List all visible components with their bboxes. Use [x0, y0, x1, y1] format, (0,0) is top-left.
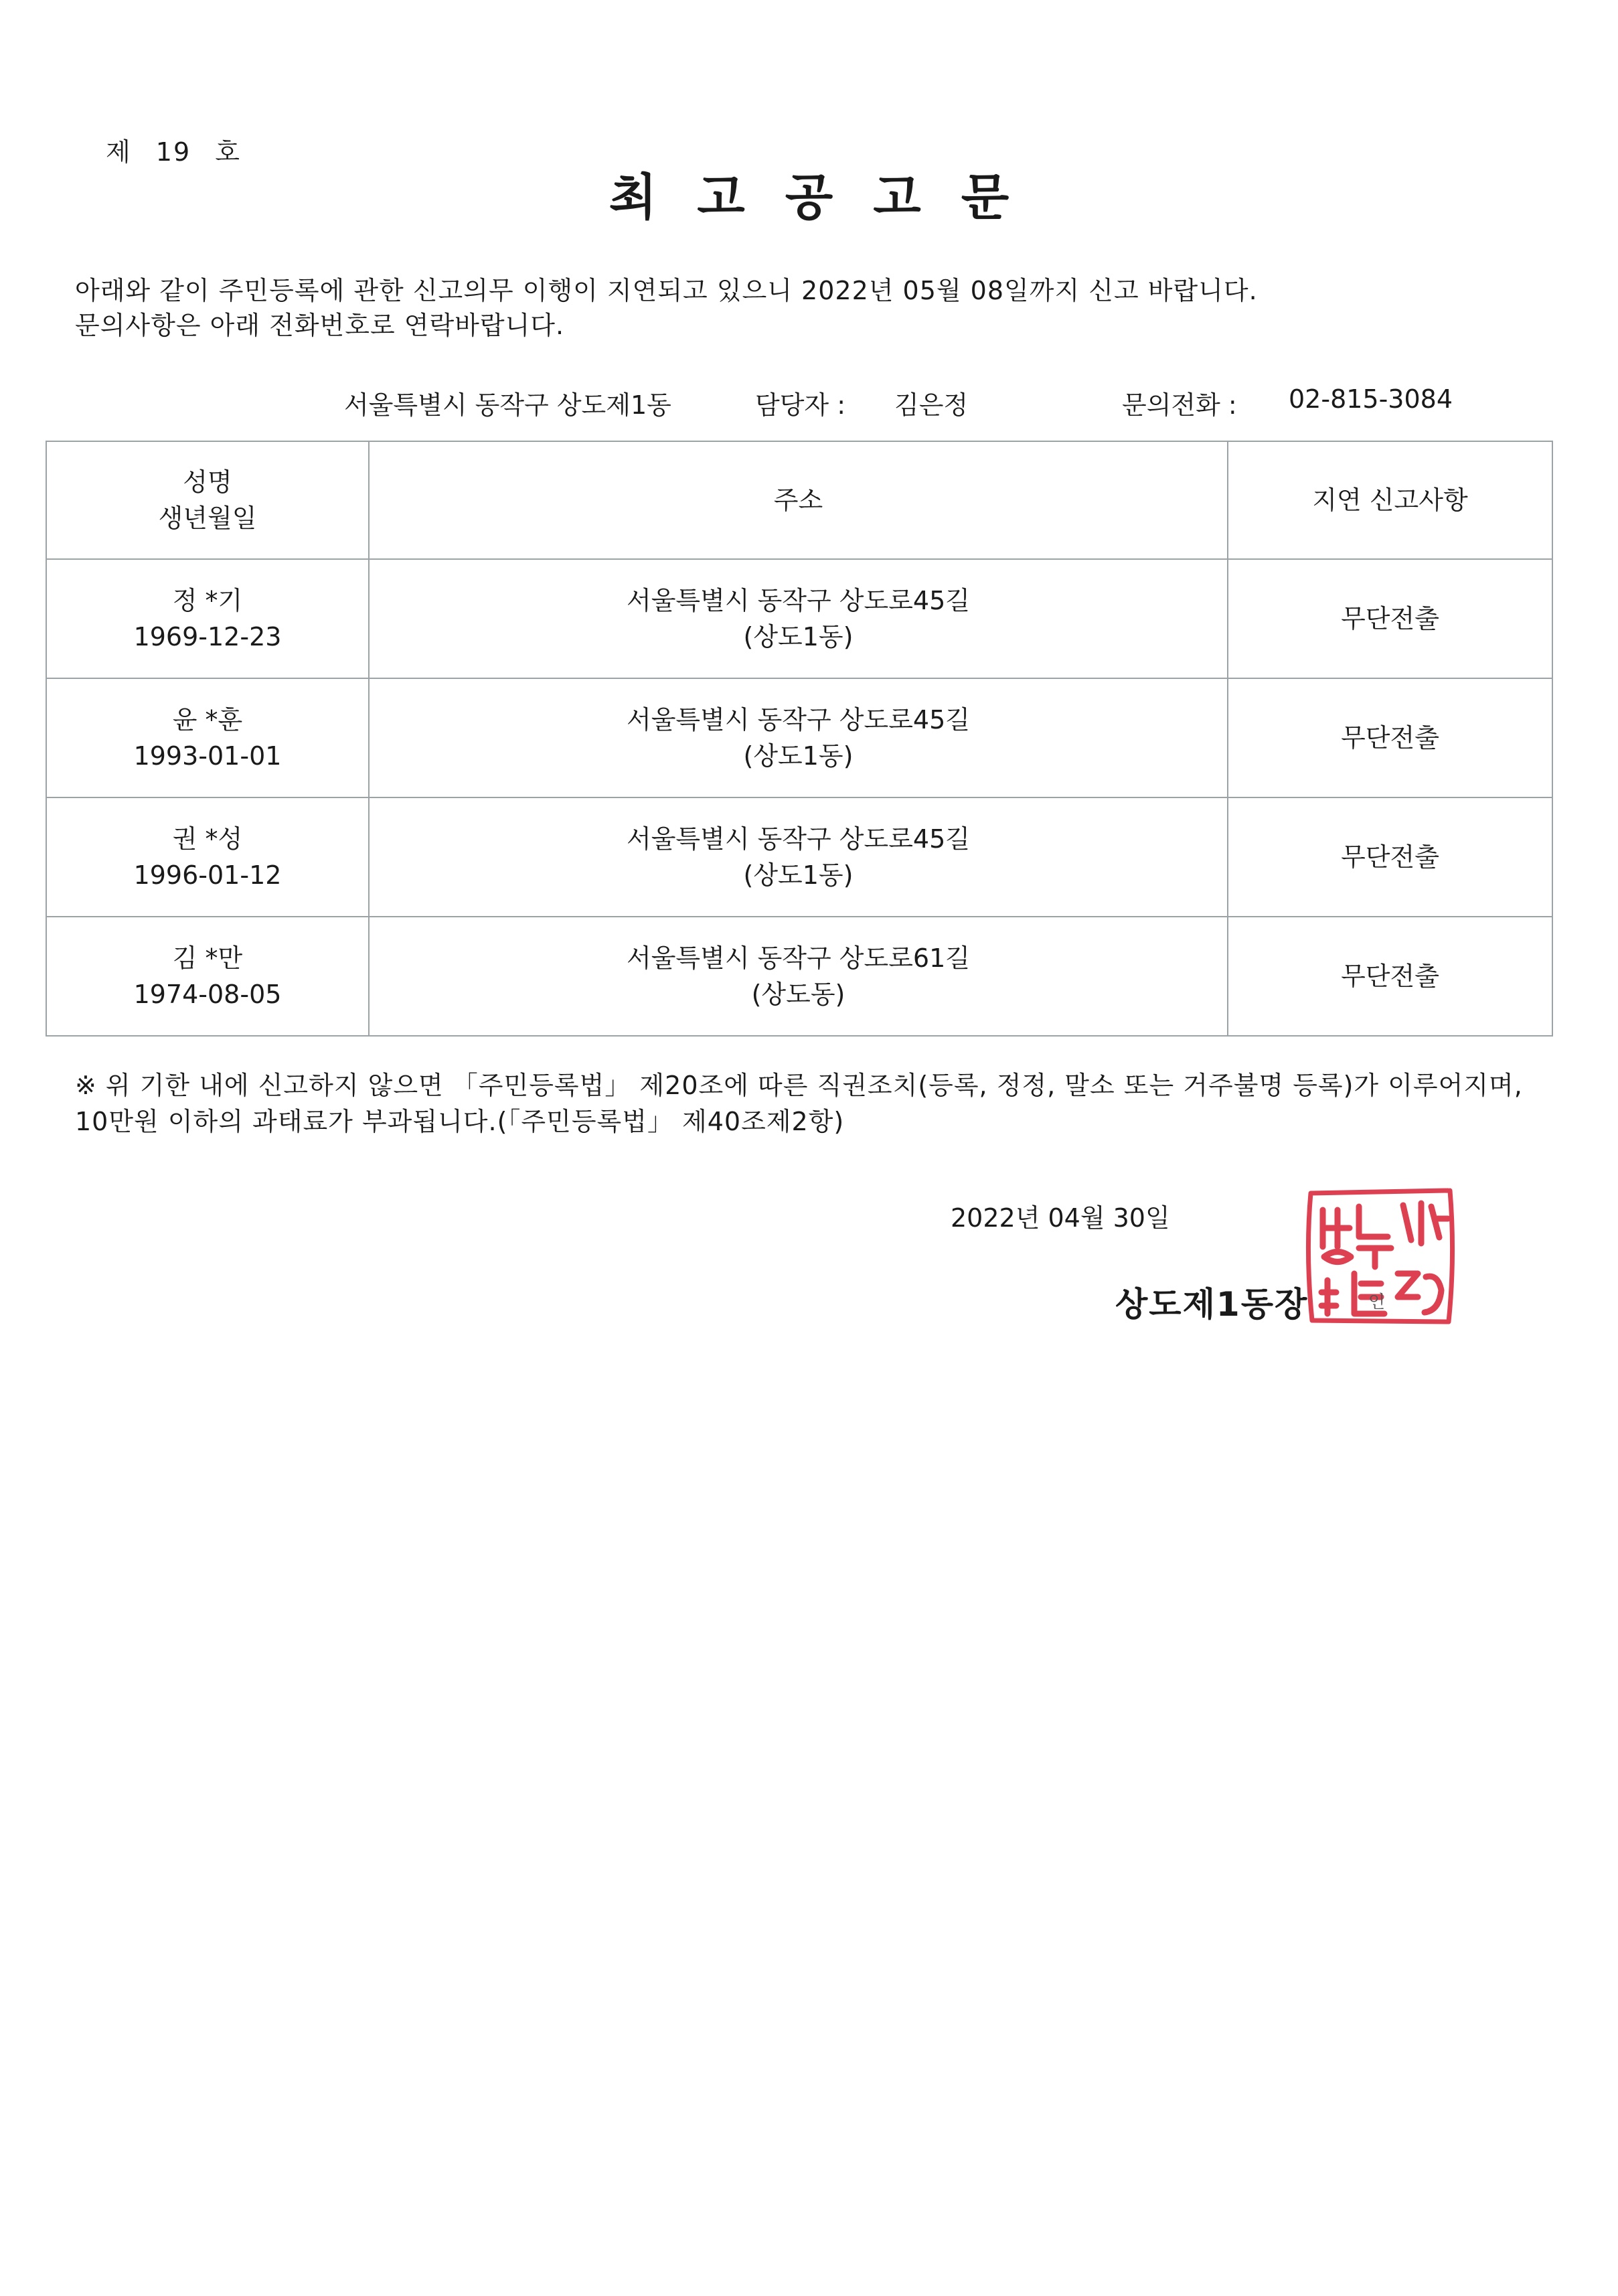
resident-dong: (상도동) — [751, 980, 845, 1009]
phone-label: 문의전화 : — [1122, 390, 1237, 420]
legal-footnote: ※ 위 기한 내에 신고하지 않으면 「주민등록법」 제20조에 따른 직권조치(등록, 정정, 말소 또는 거주불명 등록)가 이루어지며, 10만원 이하의 과태료가 부과됩니다.(「주민등록법」 제40조제2항) — [75, 1071, 1523, 1136]
resident-address: 서울특별시 동작구 상도로45길 — [626, 705, 970, 735]
name-birth-cell — [46, 559, 369, 678]
name-birth-cell — [46, 678, 369, 797]
resident-name: 권 *성 — [172, 824, 243, 854]
page-title: 최고공고문 — [609, 169, 1050, 226]
resident-birth: 1974-08-05 — [133, 980, 282, 1009]
status-cell: 무단전출 — [1228, 917, 1552, 1036]
records-table — [46, 441, 1553, 1037]
resident-dong: (상도1동) — [743, 622, 854, 652]
header-name-birth — [46, 441, 369, 559]
address-cell — [369, 678, 1228, 797]
issue-date: 2022년 04월 30일 — [951, 1203, 1170, 1233]
header-name: 성명 — [183, 467, 232, 497]
address-cell — [369, 917, 1228, 1036]
manager-label: 담당자 : — [755, 390, 846, 420]
notice-line-1: 아래와 같이 주민등록에 관한 신고의무 이행이 지연되고 있으니 2022년 05월 08일까지 신고 바랍니다. — [75, 276, 1258, 305]
resident-address: 서울특별시 동작구 상도로45길 — [626, 824, 970, 854]
resident-name: 김 *만 — [172, 943, 243, 973]
status-cell: 무단전출 — [1228, 797, 1552, 917]
table-row — [46, 797, 1552, 917]
name-birth-cell — [46, 797, 369, 917]
status-cell: 무단전출 — [1228, 678, 1552, 797]
document-number: 제 19 호 — [106, 137, 241, 167]
address-cell — [369, 559, 1228, 678]
phone-number: 02-815-3084 — [1289, 384, 1453, 414]
resident-birth: 1996-01-12 — [133, 860, 282, 890]
resident-dong: (상도1동) — [743, 860, 854, 890]
resident-birth: 1993-01-01 — [133, 741, 282, 771]
table-header-row — [46, 441, 1552, 559]
office-name: 서울특별시 동작구 상도제1동 — [344, 390, 671, 420]
header-address: 주소 — [369, 441, 1228, 559]
table-row — [46, 917, 1552, 1036]
official-seal-stamp — [1297, 1173, 1465, 1341]
resident-address: 서울특별시 동작구 상도로45길 — [626, 586, 970, 615]
table-row — [46, 678, 1552, 797]
header-status: 지연 신고사항 — [1228, 441, 1552, 559]
table-row — [46, 559, 1552, 678]
resident-name: 윤 *훈 — [172, 705, 243, 735]
resident-address: 서울특별시 동작구 상도로61길 — [626, 943, 970, 973]
manager-name: 김은정 — [894, 390, 969, 420]
seal-mark-label: 인 — [1368, 1292, 1386, 1312]
notice-text — [75, 273, 1258, 343]
header-birth: 생년월일 — [158, 504, 257, 533]
issuer-name: 상도제1동장 — [1115, 1285, 1309, 1324]
name-birth-cell — [46, 917, 369, 1036]
resident-name: 정 *기 — [172, 586, 243, 615]
address-cell — [369, 797, 1228, 917]
resident-dong: (상도1동) — [743, 741, 854, 771]
resident-birth: 1969-12-23 — [133, 622, 282, 652]
status-cell: 무단전출 — [1228, 559, 1552, 678]
notice-line-2: 문의사항은 아래 전화번호로 연락바랍니다. — [75, 311, 565, 340]
